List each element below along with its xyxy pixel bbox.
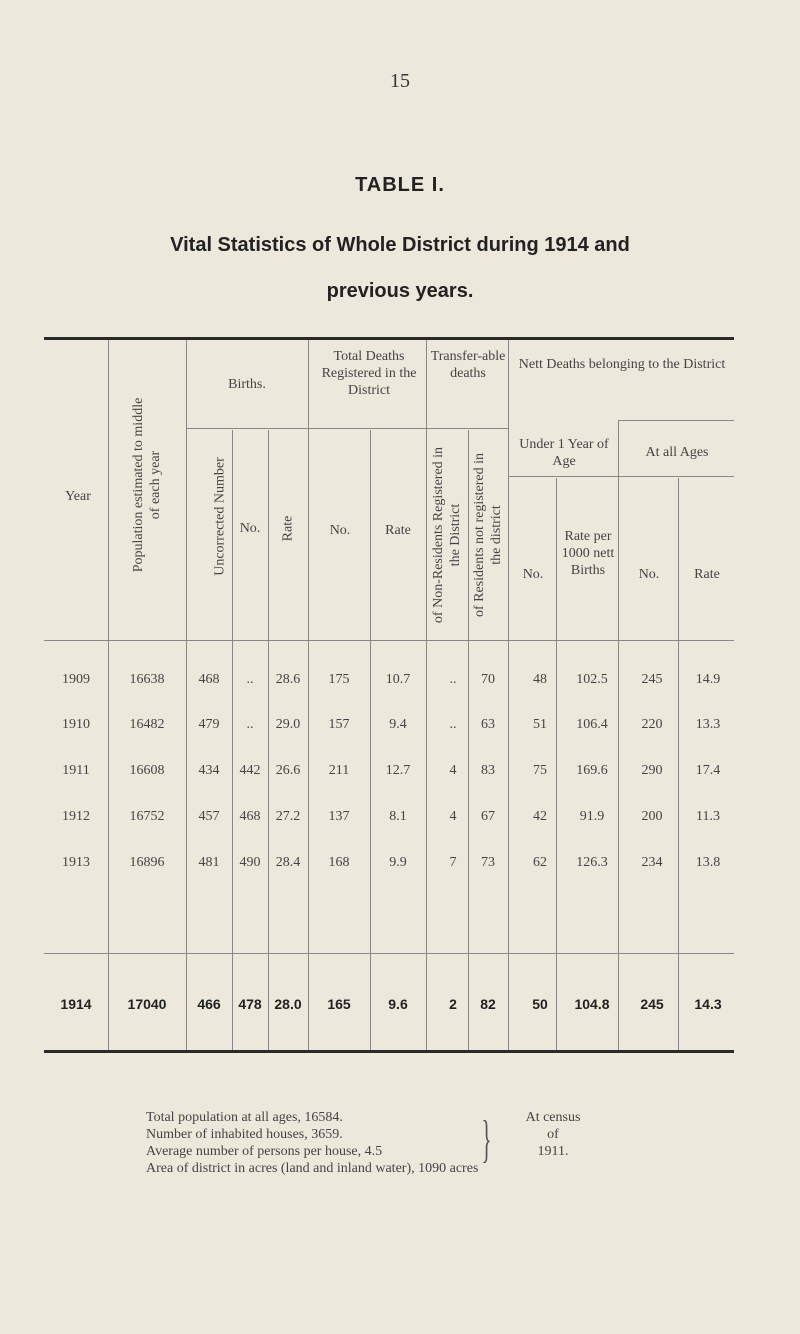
total-under-rate: 104.8 <box>574 996 610 1012</box>
header-divider <box>618 420 734 421</box>
total-divider <box>44 953 734 954</box>
cell-year: 1909 <box>62 672 90 687</box>
header-uncorrected-number: Uncorrected Number <box>212 457 228 576</box>
page-number: 15 <box>390 70 410 92</box>
cell-all-rate: 11.3 <box>696 809 720 824</box>
cell-deaths-no: 211 <box>328 763 350 778</box>
cell-res-not-reg: 83 <box>481 763 495 778</box>
header-non-residents: of Non-Residents Registered in the District <box>431 446 463 624</box>
cell-res-not-reg: 67 <box>481 809 495 824</box>
cell-deaths-rate: 10.7 <box>385 672 411 687</box>
cell-under-rate: 102.5 <box>576 672 608 687</box>
cell-all-rate: 13.3 <box>695 717 721 732</box>
cell-non-res: 4 <box>449 809 457 824</box>
cell-all-no: 245 <box>641 672 663 687</box>
cell-all-no: 220 <box>641 717 663 732</box>
header-all-rate: Rate <box>694 567 720 582</box>
cell-deaths-no: 137 <box>328 809 350 824</box>
cell-all-rate: 13.8 <box>695 855 721 870</box>
cell-all-no: 290 <box>641 763 663 778</box>
header-divider <box>44 640 734 641</box>
cell-uncorrected: 457 <box>198 809 220 824</box>
cell-deaths-rate: 8.1 <box>389 809 407 824</box>
cell-all-rate: 14.9 <box>695 672 721 687</box>
cell-births-rate: 27.2 <box>275 809 301 824</box>
cell-births-rate: 28.6 <box>275 672 301 687</box>
cell-under-no: 62 <box>533 855 547 870</box>
header-under-no: No. <box>522 567 544 582</box>
cell-population: 16752 <box>129 809 165 824</box>
header-all-ages: At all Ages <box>645 445 709 460</box>
column-divider <box>426 340 427 1050</box>
column-divider <box>268 430 269 1050</box>
cell-all-rate: 17.4 <box>695 763 721 778</box>
column-divider <box>468 430 469 1050</box>
cell-non-res: 7 <box>449 855 457 870</box>
total-res-not-reg: 82 <box>480 996 496 1012</box>
table-top-rule <box>44 337 734 340</box>
header-deaths-rate: Rate <box>385 523 411 538</box>
total-uncorrected: 466 <box>197 996 221 1012</box>
column-divider <box>308 340 309 1050</box>
header-population: Population estimated to middle of each year <box>131 397 163 573</box>
footnote-total-population: Total population at all ages, 16584. <box>146 1110 343 1125</box>
census-note-line-1: At census <box>525 1110 581 1125</box>
cell-year: 1913 <box>62 855 90 870</box>
header-births: Births. <box>228 377 266 392</box>
cell-under-no: 42 <box>533 809 547 824</box>
cell-year: 1912 <box>62 809 90 824</box>
cell-under-no: 75 <box>533 763 547 778</box>
cell-under-no: 48 <box>533 672 547 687</box>
cell-births-rate: 26.6 <box>275 763 301 778</box>
cell-births-rate: 28.4 <box>275 855 301 870</box>
total-deaths-no: 165 <box>327 996 351 1012</box>
header-under-one-year: Under 1 Year of Age <box>519 437 609 469</box>
header-year: Year <box>65 489 91 504</box>
header-nett-deaths: Nett Deaths belonging to the District <box>518 357 726 372</box>
cell-births-no: 490 <box>239 855 261 870</box>
total-year: 1914 <box>60 996 92 1012</box>
cell-non-res: .. <box>449 672 457 687</box>
cell-births-no: 442 <box>239 763 261 778</box>
cell-uncorrected: 481 <box>198 855 220 870</box>
header-divider <box>426 428 508 429</box>
cell-deaths-rate: 12.7 <box>385 763 411 778</box>
total-deaths-rate: 9.6 <box>388 996 408 1012</box>
total-births-no: 478 <box>238 996 262 1012</box>
column-divider <box>508 340 509 1050</box>
cell-births-no: .. <box>246 672 254 687</box>
cell-deaths-rate: 9.9 <box>389 855 407 870</box>
brace-icon: } <box>481 1111 492 1168</box>
column-divider <box>618 420 619 1050</box>
cell-population: 16608 <box>129 763 165 778</box>
cell-non-res: 4 <box>449 763 457 778</box>
footnote-inhabited-houses: Number of inhabited houses, 3659. <box>146 1127 343 1142</box>
cell-res-not-reg: 70 <box>481 672 495 687</box>
census-note-line-3: 1911. <box>537 1144 569 1159</box>
cell-deaths-no: 168 <box>328 855 350 870</box>
header-all-no: No. <box>638 567 660 582</box>
header-births-no: No. <box>239 521 261 536</box>
cell-deaths-no: 175 <box>328 672 350 687</box>
cell-births-rate: 29.0 <box>275 717 301 732</box>
cell-under-rate: 169.6 <box>576 763 608 778</box>
total-births-rate: 28.0 <box>274 996 302 1012</box>
header-divider <box>508 476 734 477</box>
cell-under-rate: 106.4 <box>576 717 608 732</box>
total-all-rate: 14.3 <box>694 996 722 1012</box>
cell-population: 16482 <box>129 717 165 732</box>
cell-uncorrected: 434 <box>198 763 220 778</box>
census-note-line-2: of <box>547 1127 559 1142</box>
cell-births-no: 468 <box>239 809 261 824</box>
column-divider <box>108 340 109 1050</box>
cell-all-no: 200 <box>641 809 663 824</box>
cell-under-rate: 91.9 <box>579 809 605 824</box>
cell-population: 16896 <box>129 855 165 870</box>
cell-uncorrected: 468 <box>198 672 220 687</box>
total-non-res: 2 <box>449 996 457 1012</box>
cell-non-res: .. <box>449 717 457 732</box>
header-residents-not-registered: of Residents not registered in the district <box>472 452 504 618</box>
cell-year: 1910 <box>62 717 90 732</box>
column-divider <box>186 340 187 1050</box>
total-all-no: 245 <box>640 996 664 1012</box>
header-deaths-no: No. <box>329 523 351 538</box>
header-divider <box>186 428 426 429</box>
table-subtitle-line-2: previous years. <box>326 280 474 302</box>
total-under-no: 50 <box>532 996 548 1012</box>
table-bottom-rule <box>44 1050 734 1053</box>
cell-population: 16638 <box>129 672 165 687</box>
cell-all-no: 234 <box>641 855 663 870</box>
cell-deaths-rate: 9.4 <box>389 717 407 732</box>
cell-deaths-no: 157 <box>328 717 350 732</box>
total-population: 17040 <box>127 996 167 1012</box>
cell-uncorrected: 479 <box>198 717 220 732</box>
footnote-area: Area of district in acres (land and inland water), 1090 acres <box>146 1161 479 1176</box>
header-total-deaths: Total Deaths Registered in the District <box>321 349 417 398</box>
header-transferable: Transfer-able deaths <box>430 349 506 381</box>
header-under-rate: Rate per 1000 nett Births <box>561 529 615 578</box>
cell-year: 1911 <box>62 763 90 778</box>
cell-res-not-reg: 73 <box>481 855 495 870</box>
cell-res-not-reg: 63 <box>481 717 495 732</box>
header-births-rate: Rate <box>280 515 296 542</box>
footnote-average-persons: Average number of persons per house, 4.5 <box>146 1144 383 1159</box>
cell-under-no: 51 <box>533 717 547 732</box>
cell-births-no: .. <box>246 717 254 732</box>
cell-under-rate: 126.3 <box>576 855 608 870</box>
table-subtitle-line-1: Vital Statistics of Whole District during 1914 and <box>170 234 630 256</box>
table-title: TABLE I. <box>355 174 445 196</box>
